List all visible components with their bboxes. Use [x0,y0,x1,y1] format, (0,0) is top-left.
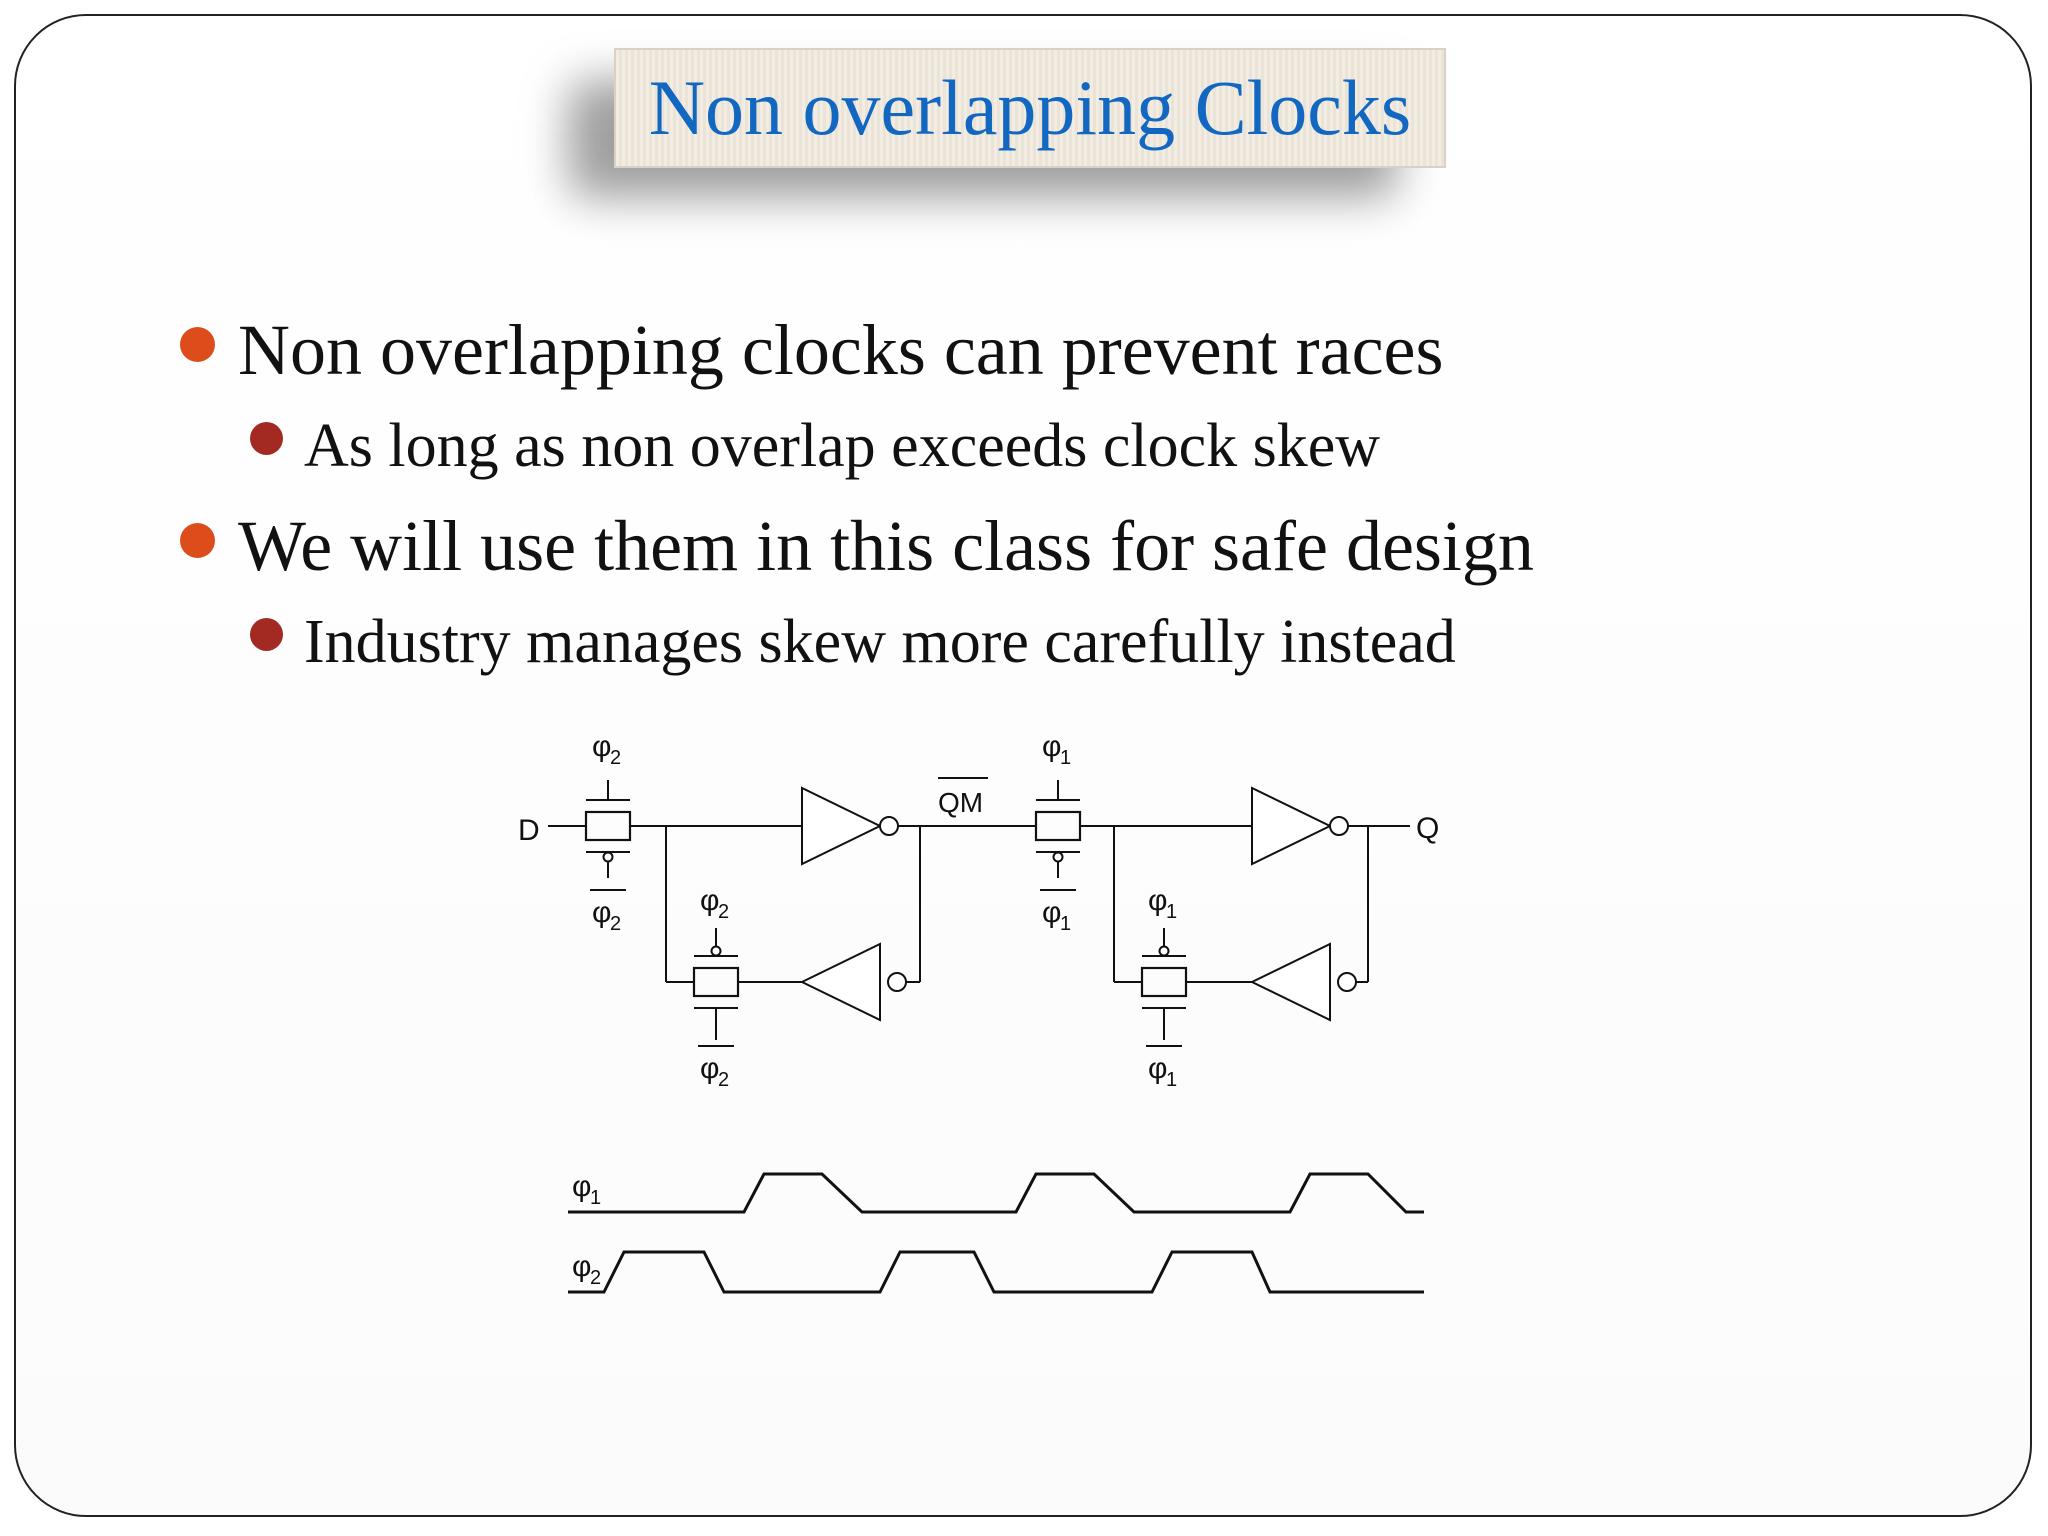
waveform-phi2 [568,1252,1424,1292]
phi-bar-label: φ [700,1052,720,1085]
sub-bullet-text: As long as non overlap exceeds clock skew [304,412,1381,480]
phi-subscript: 2 [610,913,622,935]
node-label-qm: QM [938,787,984,818]
phi-subscript: 1 [1166,1069,1178,1091]
phi-label: φ [1042,730,1062,763]
waveform-labels [572,1170,601,1289]
phi-label: φ [1148,884,1168,917]
circuit-labels [518,730,1439,1091]
waveform-phi1 [568,1174,1424,1212]
phi-subscript: 2 [718,901,730,923]
slide-title: Non overlapping Clocks [648,64,1412,151]
output-label-q: Q [1416,812,1440,845]
master-latch [548,780,1036,1046]
transmission-gate-slave-feedback [1142,928,1186,1046]
transmission-gate-master-feedback [694,928,738,1046]
overbars [590,890,1182,1046]
phi-subscript: 1 [1166,901,1178,923]
clock-waveforms [568,1174,1424,1292]
phi-subscript: 1 [1060,747,1072,769]
phi-bar-label: φ [592,896,612,929]
inverter-master-feedback [802,944,906,1020]
inverter-master-forward [802,788,898,864]
sub-bullet-text: Industry manages skew more carefully instead [304,608,1456,676]
phi-subscript: 1 [1060,913,1072,935]
phi-bar-label: φ [1042,896,1062,929]
inverter-slave-forward [1252,788,1348,864]
bullet-text: We will use them in this class for safe design [238,506,1534,586]
input-label-d: D [518,814,540,847]
phi-subscript: 2 [718,1069,730,1091]
waveform-label-sub1: 1 [590,1187,602,1209]
inverter-slave-feedback [1252,944,1356,1020]
phi-bar-label: φ [1148,1052,1168,1085]
phi-label: φ [700,884,720,917]
transmission-gate-master-input [586,780,630,890]
phi-subscript: 2 [610,747,622,769]
waveform-label-phi1: φ [572,1170,592,1203]
waveform-label-sub2: 2 [590,1267,602,1289]
phi-label: φ [592,730,612,763]
transmission-gate-slave-input [1036,780,1080,890]
slave-latch [1036,780,1410,1046]
waveform-label-phi2: φ [572,1250,592,1283]
bullet-text: Non overlapping clocks can prevent races [238,310,1444,390]
